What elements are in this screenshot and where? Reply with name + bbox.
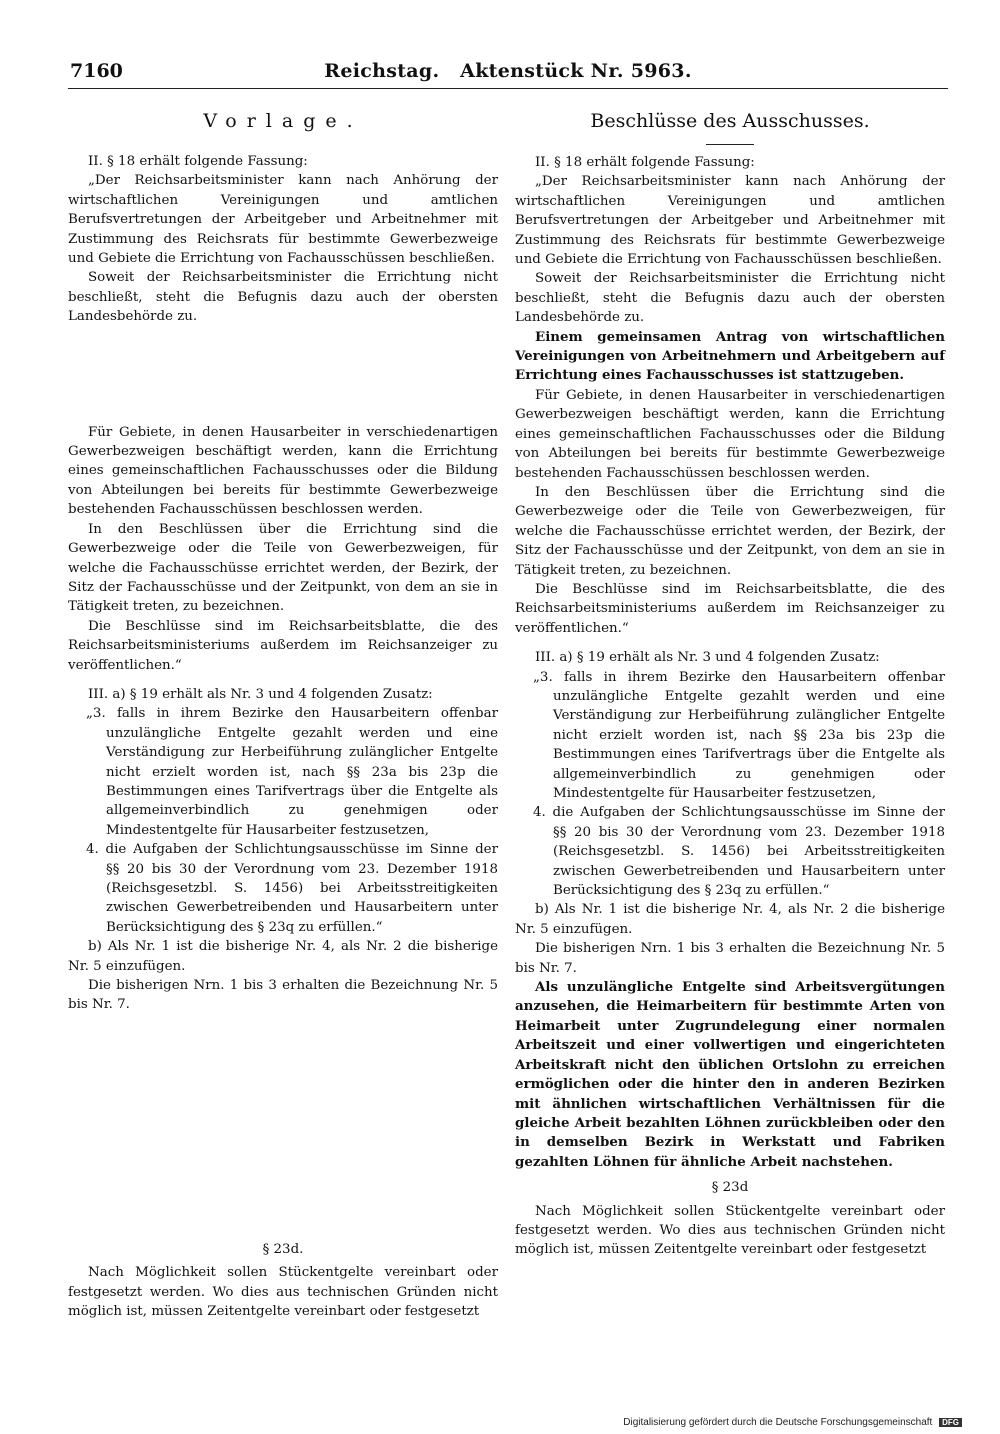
paragraph: In den Beschlüssen über die Errichtung sind die Gewerbezweige oder die Teile von Gewerbezweigen, für welche die Fachausschüsse errichtet werden, der Bezirk, der Sitz der Fachausschüsse und der Zeitpunkt, von dem an sie in Tätigkeit treten, zu bezeichnen. <box>68 521 498 615</box>
paragraph: Nach Möglichkeit sollen Stückentgelte vereinbart oder festgesetzt werden. Wo dies aus technischen Gründen nicht möglich ist, müssen Zeitentgelte vereinbart oder festgesetzt <box>68 1265 498 1320</box>
paragraph: „Der Reichsarbeitsminister kann nach Anhörung der wirtschaftlichen Vereinigungen und amtlichen Berufsvertretungen der Arbeitgeber und Arbeitnehmer mit Zustimmung des Reichsrats für bestimmte Gewerbezweige und Gebiete die Errichtung von Fachausschüssen beschließen. <box>515 174 945 268</box>
paragraph: II. § 18 erhält folgende Fassung: <box>88 154 308 169</box>
blank-space <box>68 327 498 423</box>
left-column <box>68 98 498 1321</box>
digitization-footer <box>623 1417 962 1428</box>
blank-space <box>68 1015 498 1240</box>
paragraph: Die bisherigen Nrn. 1 bis 3 erhalten die Bezeichnung Nr. 5 bis Nr. 7. <box>68 978 498 1013</box>
paragraph: Nach Möglichkeit sollen Stückentgelte vereinbart oder festgesetzt werden. Wo dies aus technischen Gründen nicht möglich ist, müssen Zeitentgelte vereinbart oder festgesetzt <box>515 1203 945 1258</box>
paragraph: In den Beschlüssen über die Errichtung sind die Gewerbezweige oder die Teile von Gewerbezweigen, für welche die Fachausschüsse errichtet werden, der Bezirk, der Sitz der Fachausschüsse und der Zeitpunkt, von dem an sie in Tätigkeit treten, zu bezeichnen. <box>515 484 945 578</box>
paragraph: b) Als Nr. 1 ist die bisherige Nr. 4, als Nr. 2 die bisherige Nr. 5 einzufügen. <box>515 902 945 937</box>
section-heading: § 23d <box>711 1180 749 1196</box>
bold-amendment: Einem gemeinsamen Antrag von wirtschaftlichen Vereinigungen von Arbeitnehmern und Arbeitgebern auf Errichtung eines Fachausschusses ist stattzugeben. <box>515 328 945 384</box>
paragraph: Für Gebiete, in denen Hausarbeiter in verschiedenartigen Gewerbezweigen beschäftigt werden, kann die Errichtung eines gemeinschaftlichen Fachausschusses oder die Bildung von Abteilungen bei bereits für bestimmte Gewerbezweige bestehenden Fachausschüssen beschlossen werden. <box>68 424 498 518</box>
paragraph: Die bisherigen Nrn. 1 bis 3 erhalten die Bezeichnung Nr. 5 bis Nr. 7. <box>515 941 945 976</box>
page-number: 7160 <box>70 60 123 82</box>
page-header <box>68 58 948 89</box>
paragraph: Soweit der Reichsarbeitsminister die Errichtung nicht beschließt, steht die Befugnis dazu auch der obersten Landesbehörde zu. <box>515 271 945 326</box>
right-column-heading: Beschlüsse des Ausschusses. <box>590 110 870 132</box>
paragraph: „Der Reichsarbeitsminister kann nach Anhörung der wirtschaftlichen Vereinigungen und amtlichen Berufsvertretungen der Arbeitgeber und Arbeitnehmer mit Zustimmung des Reichsrats für bestimmte Gewerbezweige und Gebiete die Errichtung von Fachausschüssen beschließen. <box>68 173 498 267</box>
heading-rule <box>706 144 754 145</box>
bold-amendment: Als unzulängliche Entgelte sind Arbeitsvergütungen anzusehen, die Heimarbeitern für bestimmte Arten von Heimarbeit unter Zugrundelegung einer normalen Arbeitszeit und einer vollwertigen und eingerichteten Arbeitskraft nicht den üblichen Ortslohn zu erreichen ermöglichen oder die hinter den in anderen Bezirken mit ähnlichen wirtschaftlichen Verhältnissen für die gleiche Arbeit bezahlten Löhnen zurückbleiben oder den in demselben Bezirk in Werkstatt und Fabriken gezahlten Löhnen für ähnliche Arbeit nachstehen. <box>515 979 945 1170</box>
paragraph: b) Als Nr. 1 ist die bisherige Nr. 4, als Nr. 2 die bisherige Nr. 5 einzufügen. <box>68 939 498 974</box>
running-title: Reichstag. Aktenstück Nr. 5963. <box>324 60 692 82</box>
list-item: 4. die Aufgaben der Schlichtungsausschüsse im Sinne der §§ 20 bis 30 der Verordnung vom 23. Dezember 1918 (Reichsgesetzbl. S. 1456) bei Arbeitsstreitigkeiten zwischen Gewerbetreibenden und Hausarbeitern unter Berücksichtigung des § 23q zu erfüllen.“ <box>533 805 945 899</box>
list-item: 4. die Aufgaben der Schlichtungsausschüsse im Sinne der §§ 20 bis 30 der Verordnung vom 23. Dezember 1918 (Reichsgesetzbl. S. 1456) bei Arbeitsstreitigkeiten zwischen Gewerbetreibenden und Hausarbeitern unter Berücksichtigung des § 23q zu erfüllen.“ <box>86 842 498 935</box>
right-column <box>515 98 945 1260</box>
section-heading: § 23d. <box>262 1241 304 1257</box>
paragraph: III. a) § 19 erhält als Nr. 3 und 4 folgenden Zusatz: <box>535 650 880 666</box>
left-column-heading: Vorlage. <box>203 110 363 132</box>
paragraph: Soweit der Reichsarbeitsminister die Errichtung nicht beschließt, steht die Befugnis dazu auch der obersten Landesbehörde zu. <box>68 270 498 325</box>
paragraph: II. § 18 erhält folgende Fassung: <box>535 155 755 170</box>
paragraph: Die Beschlüsse sind im Reichsarbeitsblatte, die des Reichsarbeitsministeriums außerdem im Reichsanzeiger zu veröffentlichen.“ <box>515 581 945 636</box>
list-item: „3. falls in ihrem Bezirke den Hausarbeitern offenbar unzulängliche Entgelte gezahlt werden und eine Verständigung zur Herbeiführung zulänglicher Entgelte nicht erzielt worden ist, nach §§ 23a bis 23p die Bestimmungen eines Tarifvertrags über die Entgelte als allgemeinverbindlich zu genehmigen oder Mindestentgelte für Hausarbeiter festzusetzen, <box>86 706 498 838</box>
dfg-logo: DFG <box>939 1418 962 1427</box>
paragraph: Die Beschlüsse sind im Reichsarbeitsblatte, die des Reichsarbeitsministeriums außerdem im Reichsanzeiger zu veröffentlichen.“ <box>68 618 498 673</box>
footer-text: Digitalisierung gefördert durch die Deutsche Forschungsgemeinschaft <box>623 1417 933 1428</box>
paragraph: Für Gebiete, in denen Hausarbeiter in verschiedenartigen Gewerbezweigen beschäftigt werden, kann die Errichtung eines gemeinschaftlichen Fachausschusses oder die Bildung von Abteilungen bei bereits für bestimmte Gewerbezweige bestehenden Fachausschüssen beschlossen werden. <box>515 387 945 481</box>
paragraph: III. a) § 19 erhält als Nr. 3 und 4 folgenden Zusatz: <box>88 686 433 702</box>
list-item: „3. falls in ihrem Bezirke den Hausarbeitern offenbar unzulängliche Entgelte gezahlt werden und eine Verständigung zur Herbeiführung zulänglicher Entgelte nicht erzielt worden ist, nach §§ 23a bis 23p die Bestimmungen eines Tarifvertrags über die Entgelte als allgemeinverbindlich zu genehmigen oder Mindestentgelte für Hausarbeiter festzusetzen, <box>533 669 945 801</box>
